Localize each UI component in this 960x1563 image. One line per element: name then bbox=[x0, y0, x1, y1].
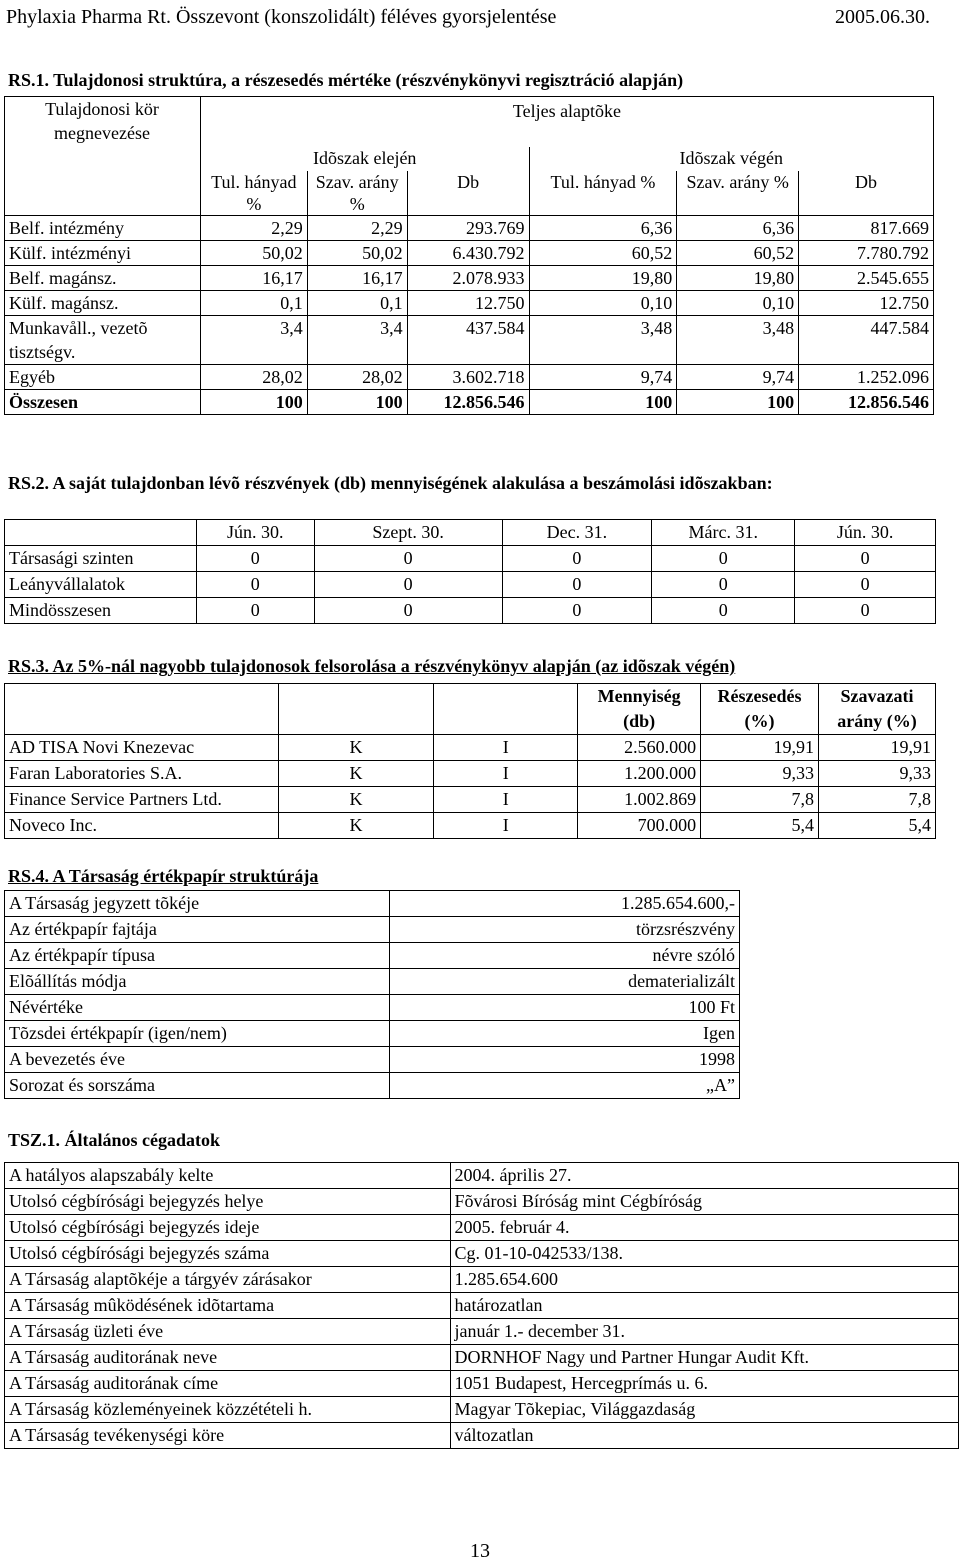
table-row bbox=[5, 1241, 959, 1267]
row-label: A Társaság alaptõkéje a tárgyév zárásakor bbox=[5, 1267, 451, 1293]
cell: 0 bbox=[652, 572, 795, 598]
cell: 6.430.792 bbox=[407, 241, 529, 266]
cell: 7,8 bbox=[819, 787, 936, 813]
cell: I bbox=[434, 787, 578, 813]
table-row bbox=[5, 1189, 959, 1215]
table-row bbox=[5, 241, 934, 266]
cell: 0 bbox=[502, 598, 652, 624]
row-label: Sorozat és sorszáma bbox=[5, 1073, 390, 1099]
cell: 50,02 bbox=[200, 241, 307, 266]
row-value: Fõvárosi Bíróság mint Cégbíróság bbox=[450, 1189, 958, 1215]
cell: 0,1 bbox=[200, 291, 307, 316]
row-value: névre szóló bbox=[390, 943, 740, 969]
row-value: 1051 Budapest, Hercegprímás u. 6. bbox=[450, 1371, 958, 1397]
table-row bbox=[5, 365, 934, 390]
cell: I bbox=[434, 813, 578, 839]
row-value: Cg. 01-10-042533/138. bbox=[450, 1241, 958, 1267]
col-header: Márc. 31. bbox=[652, 520, 795, 546]
col-owner-header: Tulajdonosi kör megnevezése bbox=[5, 97, 201, 172]
cell: 0 bbox=[314, 546, 502, 572]
row-value: 2004. április 27. bbox=[450, 1163, 958, 1189]
cell: 447.584 bbox=[799, 316, 934, 365]
rs1-title: RS.1. Tulajdonosi struktúra, a részesedés mértéke (részvénykönyvi regisztráció alapján) bbox=[8, 70, 684, 90]
cell: 6,36 bbox=[529, 216, 677, 241]
securities-table bbox=[4, 890, 740, 1099]
row-label: Az értékpapír fajtája bbox=[5, 917, 390, 943]
cell: 19,91 bbox=[701, 735, 819, 761]
row-label: Elõállítás módja bbox=[5, 969, 390, 995]
col-header: Jún. 30. bbox=[196, 520, 314, 546]
cell: I bbox=[434, 761, 578, 787]
cell: 1.200.000 bbox=[578, 761, 701, 787]
sub-header: Tul. hányad % bbox=[529, 171, 677, 216]
cell: 28,02 bbox=[307, 365, 407, 390]
col-header: Dec. 31. bbox=[502, 520, 652, 546]
table-row bbox=[5, 891, 740, 917]
row-label: Leányvállalatok bbox=[5, 572, 197, 598]
row-label: Munkavåll., vezetõ tisztségv. bbox=[5, 316, 201, 365]
row-value: Igen bbox=[390, 1021, 740, 1047]
cell: 0 bbox=[795, 546, 936, 572]
cell: 9,74 bbox=[529, 365, 677, 390]
cell: 3,4 bbox=[200, 316, 307, 365]
row-label: Belf. magánsz. bbox=[5, 266, 201, 291]
cell: 2.545.655 bbox=[799, 266, 934, 291]
row-value: 1.285.654.600,- bbox=[390, 891, 740, 917]
cell: 19,80 bbox=[529, 266, 677, 291]
table-row bbox=[5, 291, 934, 316]
row-label: A bevezetés éve bbox=[5, 1047, 390, 1073]
cell: 12.750 bbox=[799, 291, 934, 316]
row-value: 1.285.654.600 bbox=[450, 1267, 958, 1293]
col-header: Szept. 30. bbox=[314, 520, 502, 546]
table-row bbox=[5, 1215, 959, 1241]
cell: 5,4 bbox=[701, 813, 819, 839]
cell: K bbox=[278, 761, 434, 787]
page-number: 13 bbox=[470, 1540, 490, 1562]
row-label: A Társaság mûködésének idõtartama bbox=[5, 1293, 451, 1319]
row-value: Magyar Tõkepiac, Világgazdaság bbox=[450, 1397, 958, 1423]
row-value: határozatlan bbox=[450, 1293, 958, 1319]
table-row bbox=[5, 1073, 740, 1099]
col-end-header: Idõszak végén bbox=[529, 147, 933, 171]
table-row bbox=[5, 266, 934, 291]
table-row bbox=[5, 943, 740, 969]
page-header bbox=[0, 6, 960, 32]
cell: 19,80 bbox=[677, 266, 799, 291]
row-label: A Társaság közleményeinek közzétételi h. bbox=[5, 1397, 451, 1423]
cell: 0 bbox=[196, 546, 314, 572]
cell: 7.780.792 bbox=[799, 241, 934, 266]
table-row bbox=[5, 1267, 959, 1293]
row-value: „A” bbox=[390, 1073, 740, 1099]
cell: 0 bbox=[652, 546, 795, 572]
cell: 60,52 bbox=[529, 241, 677, 266]
table-row bbox=[5, 572, 936, 598]
rs3-title: RS.3. Az 5%-nál nagyobb tulajdonosok felsorolása a részvénykönyv alapján (az idõszak végén) bbox=[8, 656, 736, 676]
row-value: DORNHOF Nagy und Partner Hungar Audit Kft. bbox=[450, 1345, 958, 1371]
cell: 0,10 bbox=[529, 291, 677, 316]
row-label: A Társaság tevékenységi köre bbox=[5, 1423, 451, 1449]
row-label: Belf. intézmény bbox=[5, 216, 201, 241]
table-row bbox=[5, 813, 936, 839]
cell: 50,02 bbox=[307, 241, 407, 266]
cell: 817.669 bbox=[799, 216, 934, 241]
cell: 1.252.096 bbox=[799, 365, 934, 390]
row-label: Utolsó cégbírósági bejegyzés száma bbox=[5, 1241, 451, 1267]
row-label: A Társaság jegyzett tõkéje bbox=[5, 891, 390, 917]
table-row bbox=[5, 761, 936, 787]
rs2-title: RS.2. A saját tulajdonban lévõ részvények (db) mennyiségének alakulása a beszámolási idõszakban: bbox=[8, 473, 773, 493]
table-row bbox=[5, 1345, 959, 1371]
sub-header: Db bbox=[799, 171, 934, 216]
cell: 6,36 bbox=[677, 216, 799, 241]
cell: 28,02 bbox=[200, 365, 307, 390]
sub-header: Szav. arány % bbox=[677, 171, 799, 216]
col-header: Mennyiség (db) bbox=[578, 684, 701, 735]
cell: 9,33 bbox=[819, 761, 936, 787]
cell: 3,4 bbox=[307, 316, 407, 365]
cell: 700.000 bbox=[578, 813, 701, 839]
sub-header: Db bbox=[407, 171, 529, 216]
cell: 19,91 bbox=[819, 735, 936, 761]
table-row bbox=[5, 1021, 740, 1047]
header-date: 2005.06.30. bbox=[835, 6, 930, 28]
table-row bbox=[5, 216, 934, 241]
table-row bbox=[5, 787, 936, 813]
row-label: A Társaság auditorának címe bbox=[5, 1371, 451, 1397]
row-value: 100 Ft bbox=[390, 995, 740, 1021]
table-row bbox=[5, 546, 936, 572]
row-label: Külf. intézményi bbox=[5, 241, 201, 266]
owner-name: AD TISA Novi Knezevac bbox=[5, 735, 279, 761]
table-row bbox=[5, 969, 740, 995]
owner-name: Noveco Inc. bbox=[5, 813, 279, 839]
cell: 293.769 bbox=[407, 216, 529, 241]
cell: K bbox=[278, 735, 434, 761]
table-row bbox=[5, 917, 740, 943]
cell: 16,17 bbox=[200, 266, 307, 291]
table-row bbox=[5, 1397, 959, 1423]
col-total-header: Teljes alaptõke bbox=[200, 97, 933, 124]
row-label: Társasági szinten bbox=[5, 546, 197, 572]
row-label: Utolsó cégbírósági bejegyzés ideje bbox=[5, 1215, 451, 1241]
row-label: Mindösszesen bbox=[5, 598, 197, 624]
header-title: Phylaxia Pharma Rt. Összevont (konszolidált) féléves gyorsjelentése bbox=[6, 6, 557, 28]
cell: 16,17 bbox=[307, 266, 407, 291]
row-label: A hatályos alapszabály kelte bbox=[5, 1163, 451, 1189]
cell: 437.584 bbox=[407, 316, 529, 365]
cell: 2.560.000 bbox=[578, 735, 701, 761]
cell: 60,52 bbox=[677, 241, 799, 266]
cell: 3,48 bbox=[529, 316, 677, 365]
cell: 2,29 bbox=[307, 216, 407, 241]
cell: 9,33 bbox=[701, 761, 819, 787]
row-label: A Társaság auditorának neve bbox=[5, 1345, 451, 1371]
row-value: dematerializált bbox=[390, 969, 740, 995]
row-label: A Társaság üzleti éve bbox=[5, 1319, 451, 1345]
cell: 0 bbox=[196, 598, 314, 624]
cell: 0,1 bbox=[307, 291, 407, 316]
col-header: Szavazati arány (%) bbox=[819, 684, 936, 735]
col-header: Jún. 30. bbox=[795, 520, 936, 546]
row-label: Az értékpapír típusa bbox=[5, 943, 390, 969]
cell: 5,4 bbox=[819, 813, 936, 839]
table-row bbox=[5, 995, 740, 1021]
row-label: Külf. magánsz. bbox=[5, 291, 201, 316]
row-label: Egyéb bbox=[5, 365, 201, 390]
rs4-title: RS.4. A Társaság értékpapír struktúrája bbox=[8, 866, 319, 886]
cell: 12.750 bbox=[407, 291, 529, 316]
row-value: változatlan bbox=[450, 1423, 958, 1449]
row-label: Névértéke bbox=[5, 995, 390, 1021]
cell: 0 bbox=[502, 546, 652, 572]
cell: 2,29 bbox=[200, 216, 307, 241]
table-row bbox=[5, 316, 934, 365]
row-value: törzsrészvény bbox=[390, 917, 740, 943]
cell: 1.002.869 bbox=[578, 787, 701, 813]
cell: K bbox=[278, 787, 434, 813]
sub-header: Szav. arány % bbox=[307, 171, 407, 216]
cell: 0 bbox=[196, 572, 314, 598]
company-data-table bbox=[4, 1162, 959, 1449]
cell: 0 bbox=[795, 572, 936, 598]
table-row bbox=[5, 1371, 959, 1397]
cell: 0,10 bbox=[677, 291, 799, 316]
cell: 3.602.718 bbox=[407, 365, 529, 390]
cell: 0 bbox=[502, 572, 652, 598]
table-row bbox=[5, 1293, 959, 1319]
cell: 2.078.933 bbox=[407, 266, 529, 291]
cell: K bbox=[278, 813, 434, 839]
cell: 0 bbox=[795, 598, 936, 624]
total-row: Összesen 100 100 12.856.546 100 100 12.856.546 bbox=[5, 390, 934, 415]
row-value: 2005. február 4. bbox=[450, 1215, 958, 1241]
table-row bbox=[5, 1423, 959, 1449]
table-row bbox=[5, 1047, 740, 1073]
cell: 7,8 bbox=[701, 787, 819, 813]
sub-header: Tul. hányad % bbox=[200, 171, 307, 216]
owner-name: Faran Laboratories S.A. bbox=[5, 761, 279, 787]
major-owners-table bbox=[4, 683, 936, 839]
row-label: Utolsó cégbírósági bejegyzés helye bbox=[5, 1189, 451, 1215]
row-label: Tõzsdei értékpapír (igen/nem) bbox=[5, 1021, 390, 1047]
cell: 0 bbox=[314, 572, 502, 598]
tsz1-title: TSZ.1. Általános cégadatok bbox=[8, 1130, 221, 1150]
row-value: január 1.- december 31. bbox=[450, 1319, 958, 1345]
cell: 9,74 bbox=[677, 365, 799, 390]
ownership-table bbox=[4, 96, 934, 415]
cell: I bbox=[434, 735, 578, 761]
table-row bbox=[5, 1163, 959, 1189]
col-start-header: Idõszak elején bbox=[200, 147, 529, 171]
table-row bbox=[5, 735, 936, 761]
owner-name: Finance Service Partners Ltd. bbox=[5, 787, 279, 813]
own-shares-table bbox=[4, 519, 936, 624]
row-value: 1998 bbox=[390, 1047, 740, 1073]
cell: 0 bbox=[314, 598, 502, 624]
table-row bbox=[5, 598, 936, 624]
table-row bbox=[5, 1319, 959, 1345]
cell: 3,48 bbox=[677, 316, 799, 365]
col-header: Részesedés (%) bbox=[701, 684, 819, 735]
cell: 0 bbox=[652, 598, 795, 624]
